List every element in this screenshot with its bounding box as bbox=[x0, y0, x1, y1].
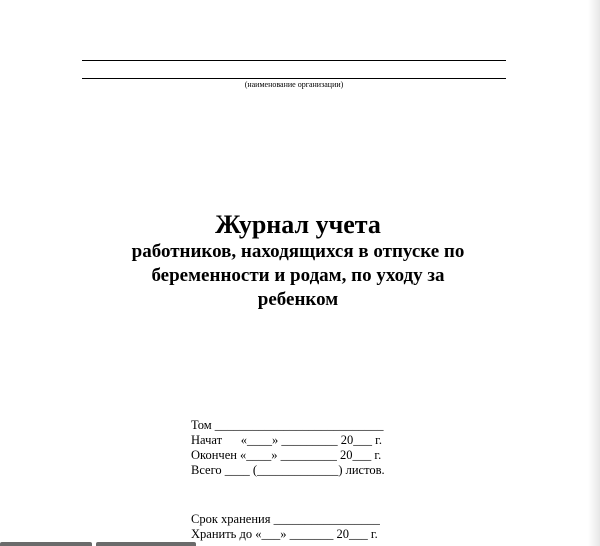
storage-term-field: Срок хранения _________________ bbox=[191, 512, 380, 526]
organization-line-top bbox=[82, 60, 506, 61]
keep-until-field: Хранить до «___» _______ 20___ г. bbox=[191, 527, 378, 541]
organization-caption: (наименование организации) bbox=[244, 80, 344, 89]
started-date-field: Начат «____» _________ 20___ г. bbox=[191, 433, 383, 447]
journal-title-block bbox=[60, 210, 536, 312]
journal-subtitle-line-1: работников, находящихся в отпуске по bbox=[131, 241, 465, 262]
journal-subtitle-line-2: беременности и родам, по уходу за bbox=[151, 265, 445, 286]
journal-subtitle-line-3: ребенком bbox=[257, 289, 339, 310]
finished-date-field: Окончен «____» _________ 20___ г. bbox=[191, 448, 382, 462]
volume-field: Том ___________________________ bbox=[191, 418, 384, 432]
page-edge-shadow bbox=[588, 0, 600, 546]
bottom-tab-1[interactable] bbox=[0, 542, 92, 546]
journal-title: Журнал учета bbox=[215, 210, 381, 239]
organization-line bbox=[82, 78, 506, 79]
total-sheets-field: Всего ____ (_____________) листов. bbox=[191, 463, 385, 477]
bottom-tab-2[interactable] bbox=[96, 542, 196, 546]
